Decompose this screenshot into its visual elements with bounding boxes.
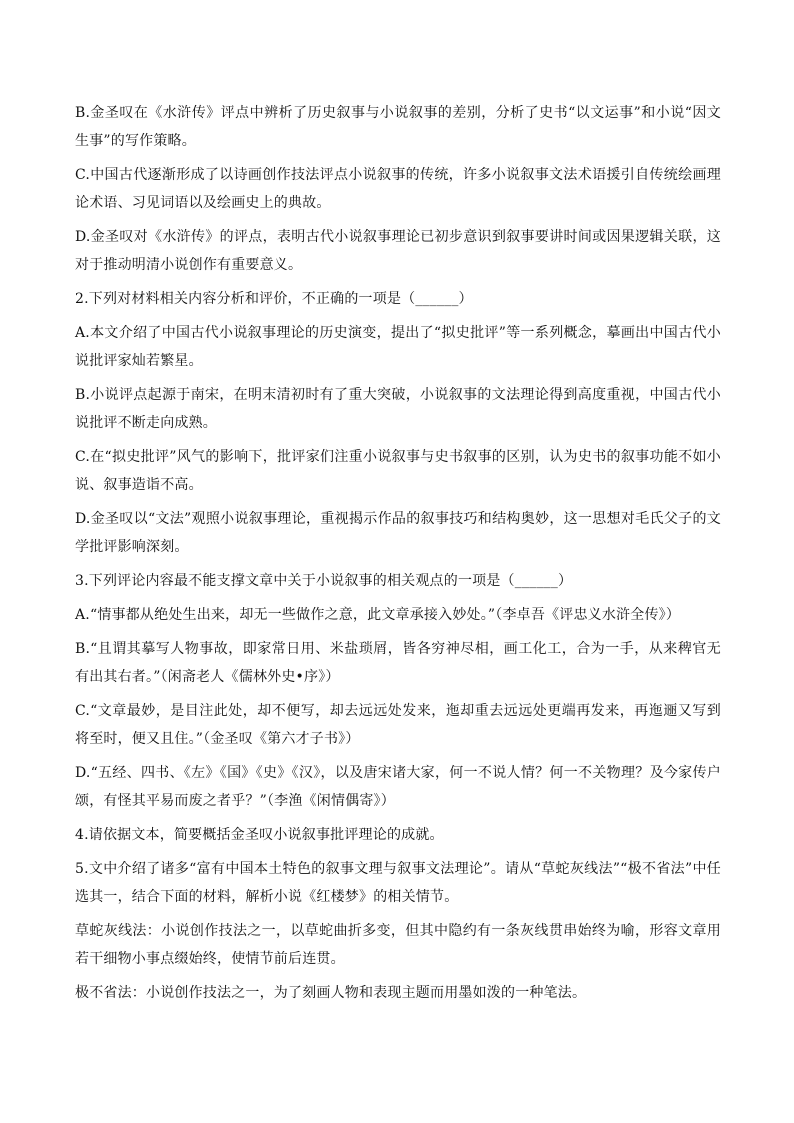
q3-option-b: B.“且谓其摹写人物事故，即家常日用、米盐琐屑，皆各穷神尽相，画工化工，合为一手，从来稗官无有出其右者。”（闲斋老人《儒林外史•序》） [75, 641, 721, 685]
q3-option-a: A.“情事都从绝处生出来，却无一些做作之意，此文章承接入妙处。”（李卓吾《评忠义水浒全传》） [75, 607, 681, 623]
q2-option-c: C.在“拟史批评”风气的影响下，批评家们注重小说叙事与史书叙事的区别，认为史书的叙事功能不如小说、叙事造诣不高。 [75, 449, 721, 493]
question-5: 5.文中介绍了诸多“富有中国本土特色的叙事文理与叙事文法理论”。请从“草蛇灰线法”“极不省法”中任选其一，结合下面的材料，解析小说《红楼梦》的相关情节。 [75, 861, 721, 905]
option-b-paragraph: B.金圣叹在《水浒传》评点中辨析了历史叙事与小说叙事的差别，分析了史书“以文运事”和小说“因文生事”的写作策略。 [75, 105, 721, 149]
q2-option-d: D.金圣叹以“文法”观照小说叙事理论，重视揭示作品的叙事技巧和结构奥妙，这一思想对毛氏父子的文学批评影响深刻。 [75, 511, 721, 555]
question-4: 4.请依据文本，简要概括金圣叹小说叙事批评理论的成就。 [75, 827, 444, 843]
q2-option-b: B.小说评点起源于南宋，在明末清初时有了重大突破，小说叙事的文法理论得到高度重视，中国古代小说批评不断走向成熟。 [75, 387, 721, 431]
document-body [75, 99, 721, 1007]
option-c-paragraph: C.中国古代逐渐形成了以诗画创作技法评点小说叙事的传统，许多小说叙事文法术语援引自传统绘画理论术语、习见词语以及绘画史上的典故。 [75, 167, 721, 211]
question-2: 2.下列对材料相关内容分析和评价，不正确的一项是（______） [75, 291, 473, 307]
ji-bu-sheng-definition: 极不省法：小说创作技法之一，为了刻画人物和表现主题而用墨如泼的一种笔法。 [75, 985, 587, 1001]
option-d-paragraph: D.金圣叹对《水浒传》的评点，表明古代小说叙事理论已初步意识到叙事要讲时间或因果逻辑关联，这对于推动明清小说创作有重要意义。 [75, 229, 721, 273]
q2-option-a: A.本文介绍了中国古代小说叙事理论的历史演变，提出了“拟史批评”等一系列概念，摹画出中国古代小说批评家灿若繁星。 [75, 325, 721, 369]
q3-option-c: C.“文章最妙，是目注此处，却不便写，却去远远处发来，迤却重去远远处更端再发来，再迤逦又写到将至时，便又且住。”（金圣叹《第六才子书》） [75, 703, 721, 747]
question-3: 3.下列评论内容最不能支撑文章中关于小说叙事的相关观点的一项是（______） [75, 573, 573, 589]
q3-option-d: D.“五经、四书、《左》《国》《史》《汉》，以及唐宋诸大家，何一不说人情？何一不关物理？及今家传户颂，有怪其平易而废之者乎？”（李渔《闲情偶寄》） [75, 765, 721, 809]
caoshe-huixian-definition: 草蛇灰线法：小说创作技法之一，以草蛇曲折多变，但其中隐约有一条灰线贯串始终为喻，形容文章用若干细物小事点缀始终，使情节前后连贯。 [75, 923, 721, 967]
